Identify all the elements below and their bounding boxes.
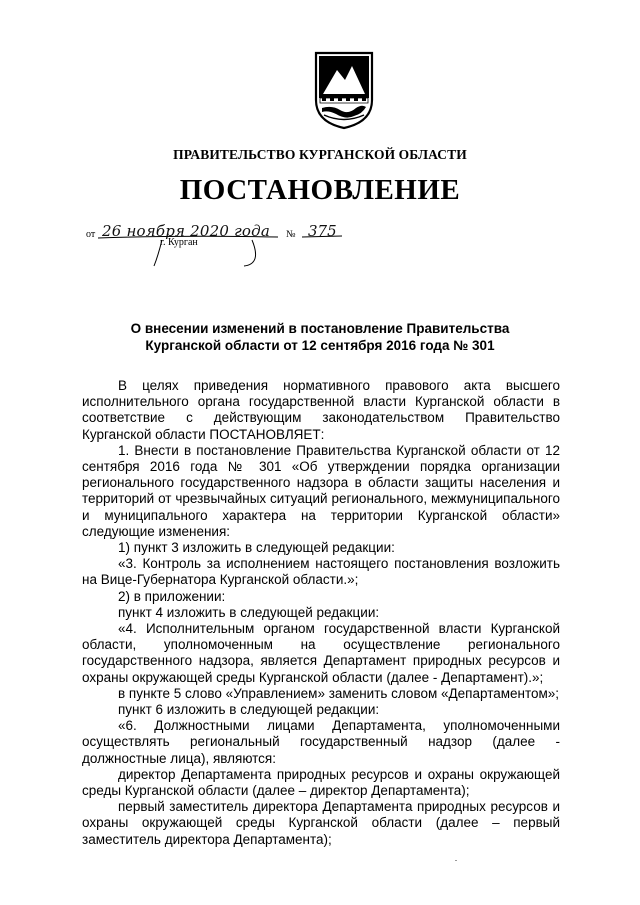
paragraph: 2) в приложении:	[118, 588, 226, 604]
paragraph: первый заместитель директора Департамента природных ресурсов и охраны окружающей среды Курганской области (далее – первый заместитель директора Департамента);	[82, 799, 560, 847]
document-body	[82, 378, 560, 848]
handwritten-number: 375	[308, 222, 337, 240]
paragraph: «3. Контроль за исполнением настоящего постановления возложить на Вице-Губернатора Курганской области.»;	[82, 556, 560, 588]
city-name: г. Курган	[160, 237, 198, 248]
number-label: №	[286, 229, 296, 240]
paragraph: «6. Должностными лицами Департамента, уполномоченными осуществлять региональный государственный надзор (далее - должностные лица), являются:	[82, 718, 560, 766]
date-prefix: от	[86, 229, 96, 240]
paragraph: пункт 6 изложить в следующей редакции:	[118, 702, 380, 718]
requisites-line	[80, 220, 380, 270]
paragraph: 1. Внести в постановление Правительства Курганской области от 12 сентября 2016 года № 301 «Об утверждении порядка организации регионального государственного надзора в области защиты населения и территорий от чрезвычайных ситуаций регионального, межмуниципального и муниципального характера на территории Курганской области» следующие изменения:	[82, 442, 560, 539]
coat-of-arms-icon	[312, 50, 376, 130]
paragraph: в пункте 5 слово «Управлением» заменить словом «Департаментом»;	[118, 685, 560, 701]
paragraph: В целях приведения нормативного правового акта высшего исполнительного органа государственной власти Курганской области в соответствие с действующим законодательством Правительство Курганской области ПОСТАНОВЛЯЕТ:	[82, 378, 560, 442]
paragraph: «4. Исполнительным органом государственной власти Курганской области, уполномоченным на осуществление регионального государственного надзора, является Департамент природных ресурсов и охраны окружающей среды Курганской области (далее - Департамент).»;	[82, 621, 560, 685]
paragraph: директор Департамента природных ресурсов и охраны окружающей среды Курганской области (далее – директор Департамента);	[82, 766, 560, 799]
paragraph: пункт 4 изложить в следующей редакции:	[118, 604, 380, 620]
document-title: ПОСТАНОВЛЕНИЕ	[179, 174, 461, 206]
subject-line: Курганской области от 12 сентября 2016 года № 301	[145, 338, 495, 353]
subject-line: О внесении изменений в постановление Правительства	[130, 321, 510, 336]
paragraph: 1) пункт 3 изложить в следующей редакции:	[118, 540, 395, 556]
handwritten-date: 26 ноября 2020 года	[102, 222, 270, 240]
handwriting-underline	[80, 220, 380, 270]
scan-speck	[455, 860, 457, 861]
government-name: ПРАВИТЕЛЬСТВО КУРГАНСКОЙ ОБЛАСТИ	[173, 147, 467, 162]
document-subject	[80, 320, 560, 354]
